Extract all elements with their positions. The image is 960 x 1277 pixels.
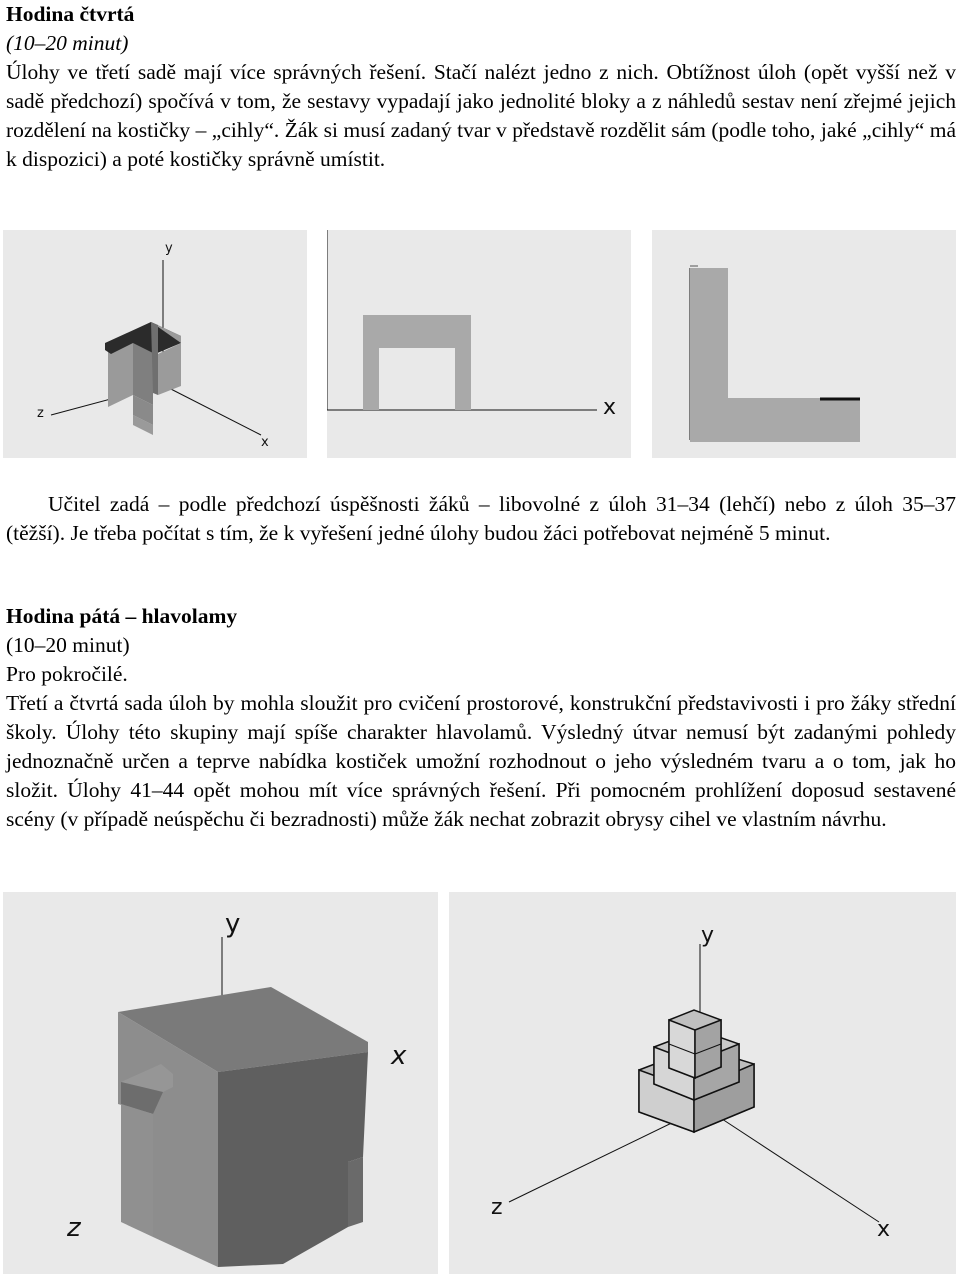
section-paragraph-hour-five: Třetí a čtvrtá sada úloh by mohla sloužit pro cvičení prostorové, konstrukční představivosti i pro žáky střední školy. Úlohy této skupiny mají spíše charakter hlavolamů. Výsledný útvar nemusí být zadanými pohledy jednoznačně určen a teprve nabídka kostiček umožní rozhodnout o jeho výsledném tvaru a o tom, jak ho složit. Úlohy 41–44 opět mohou mít více správných řešení. Při pomocném prohlížení doposud sestavené scény (v případě neúspěchu či bezradnosti) může žák nechat zobrazit obrysy cihel ve vlastním návrhu.	[6, 691, 956, 831]
section-title-hour-five: Hodina pátá – hlavolamy	[6, 604, 238, 628]
teacher-paragraph: Učitel zadá – podle předchozí úspěšnosti žáků – libovolné z úloh 31–34 (lehčí) nebo z úloh 35–37 (těžší). Je třeba počítat s tím, že k vyřešení jedné úlohy budou žáci potřebovat nejméně 5 minut.	[6, 492, 956, 545]
figure-side-view-l-shape	[652, 230, 956, 458]
axis-z-label: z	[491, 1195, 503, 1220]
figure-front-view-u-shape	[327, 230, 631, 458]
axis-x-label: x	[391, 1041, 407, 1071]
section-hour-five	[6, 602, 956, 834]
axis-y-label: y	[225, 909, 241, 939]
section-duration-hour-five: (10–20 minut)	[6, 633, 130, 657]
section-audience: Pro pokročilé.	[6, 662, 128, 686]
figure-3d-view-l-shape	[3, 230, 307, 458]
axis-z-label: z	[37, 406, 44, 421]
section-title-hour-four: Hodina čtvrtá	[6, 2, 135, 26]
axis-x-label: x	[261, 435, 269, 450]
section-paragraph-hour-four: Úlohy ve třetí sadě mají více správných řešení. Stačí nalézt jedno z nich. Obtížnost úloh (opět vyšší než v sadě předchozí) spočívá v tom, že sestavy vypadají jako jednolité bloky a z náhledů sestav není zřejmé jejich rozdělení na kostičky – „cihly“. Žák si musí zadaný tvar v představě rozdělit sám (podle toho, jaké „cihly“ má k dispozici) a poté kostičky správně umístit.	[6, 60, 956, 171]
teacher-note	[6, 490, 956, 548]
axis-z-label: z	[67, 1213, 81, 1243]
figure-3d-stepped-pyramid	[449, 892, 956, 1274]
section-duration-hour-four: (10–20 minut)	[6, 31, 129, 55]
document-page	[6, 0, 956, 174]
figure-3d-block-puzzle	[3, 892, 438, 1274]
axis-y-label: y	[165, 241, 173, 256]
axis-y-label: y	[701, 923, 715, 948]
axis-x-label: x	[877, 1217, 891, 1242]
axis-x-label: x	[603, 395, 617, 420]
